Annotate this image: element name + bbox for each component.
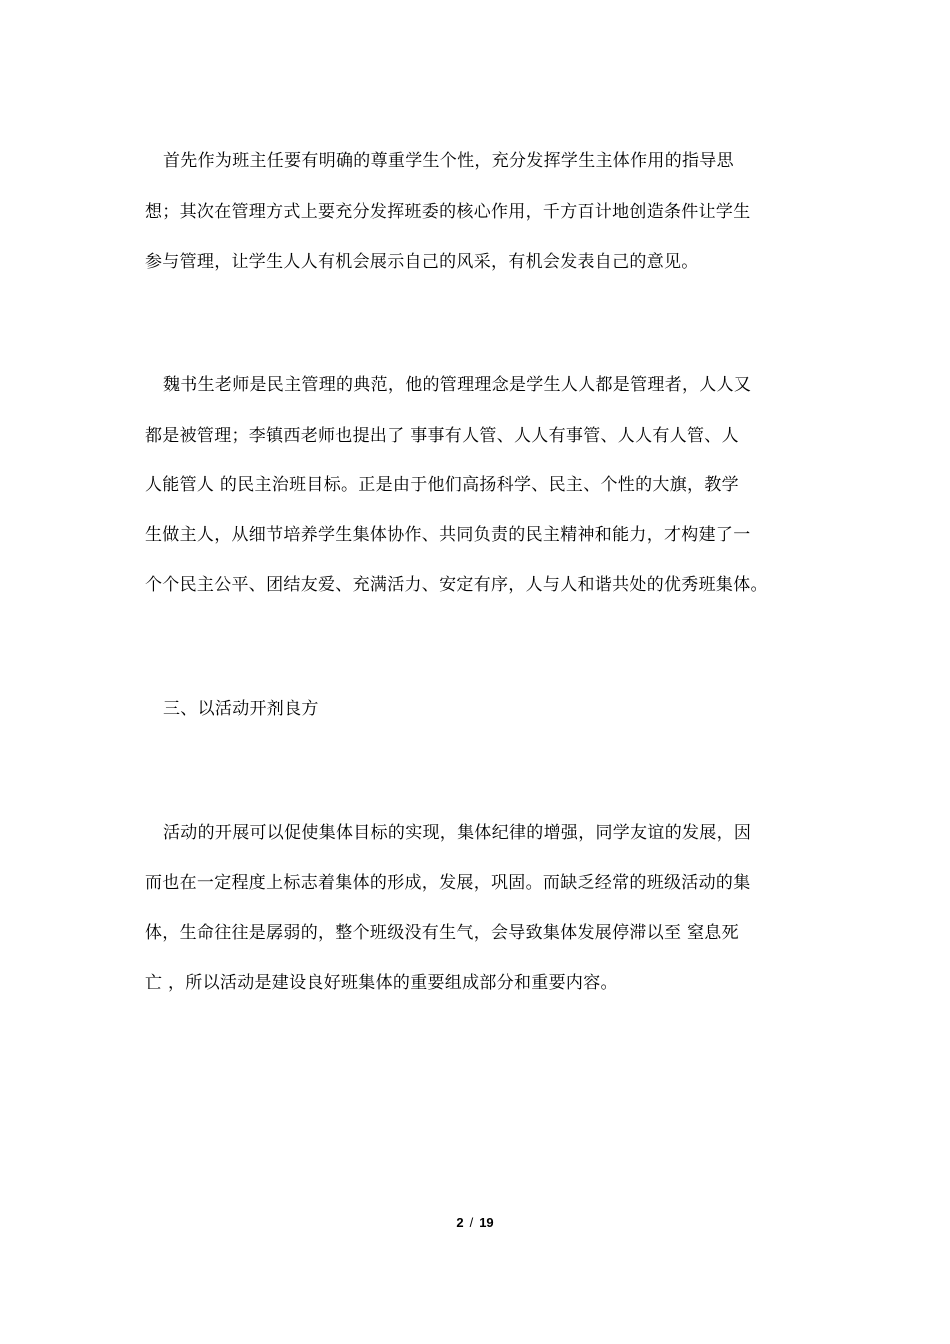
paragraph-2-line-4: 生做主人，从细节培养学生集体协作、共同负责的民主精神和能力，才构建了一	[145, 525, 751, 545]
paragraph-1-line-1: 首先作为班主任要有明确的尊重学生个性，充分发挥学生主体作用的指导思	[163, 151, 734, 171]
paragraph-4-line-2: 而也在一定程度上标志着集体的形成，发展，巩固。而缺乏经常的班级活动的集	[145, 873, 751, 893]
paragraph-2-line-5: 个个民主公平、团结友爱、充满活力、安定有序，人与人和谐共处的优秀班集体。	[145, 575, 768, 595]
current-page-number: 2	[456, 1215, 464, 1230]
paragraph-2-line-2: 都是被管理；李镇西老师也提出了 事事有人管、人人有事管、人人有人管、人	[145, 426, 739, 446]
section-heading: 三、以活动开剂良方	[163, 699, 319, 719]
paragraph-2-line-3: 人能管人 的民主治班目标。正是由于他们高扬科学、民主、个性的大旗，教学	[145, 475, 739, 495]
paragraph-4-line-3: 体，生命往往是孱弱的，整个班级没有生气，会导致集体发展停滞以至 窒息死	[145, 923, 739, 943]
total-page-count: 19	[479, 1215, 494, 1230]
paragraph-4-line-4: 亡 ，所以活动是建设良好班集体的重要组成部分和重要内容。	[145, 973, 618, 993]
page-separator: /	[469, 1215, 474, 1230]
paragraph-1-line-3: 参与管理，让学生人人有机会展示自己的风采，有机会发表自己的意见。	[145, 252, 699, 272]
paragraph-4-line-1: 活动的开展可以促使集体目标的实现，集体纪律的增强，同学友谊的发展，因	[163, 823, 752, 843]
paragraph-1-line-2: 想；其次在管理方式上要充分发挥班委的核心作用，千方百计地创造条件让学生	[145, 202, 751, 222]
paragraph-2-line-1: 魏书生老师是民主管理的典范，他的管理理念是学生人人都是管理者，人人又	[163, 375, 752, 395]
page-number	[0, 1215, 950, 1231]
